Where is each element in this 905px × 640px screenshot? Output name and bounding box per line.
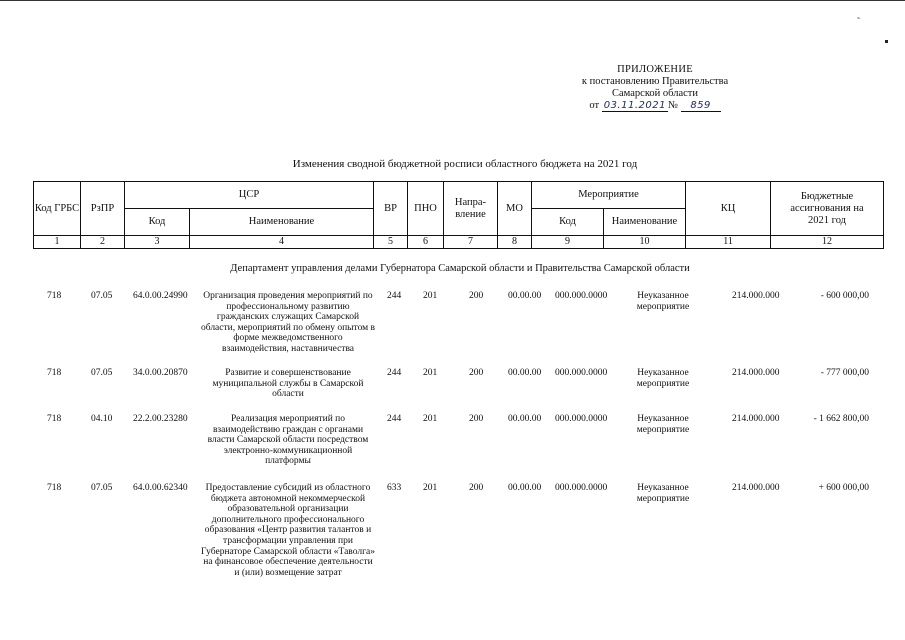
cell-mo: 00.00.00	[508, 368, 542, 378]
top-border-line	[0, 0, 905, 1]
cell-vr: 244	[387, 291, 402, 301]
col-event-header: Мероприятие	[532, 182, 686, 209]
cell-pno: 201	[423, 291, 438, 301]
cell-rzpr: 04.10	[91, 414, 113, 424]
col-num: 8	[498, 236, 532, 249]
cell-csr-code: 34.0.00.20870	[133, 368, 188, 378]
col-grbs-header: Код ГРБС	[34, 182, 81, 236]
col-num: 9	[532, 236, 604, 249]
cell-event-code: 000.000.0000	[555, 291, 608, 301]
cell-vr: 244	[387, 368, 402, 378]
col-pno-header: ПНО	[408, 182, 444, 236]
header-table	[33, 181, 884, 249]
col-num: 1	[34, 236, 81, 249]
col-num: 3	[125, 236, 190, 249]
cell-grbs: 718	[47, 414, 62, 424]
col-rzpr-header: РзПР	[81, 182, 125, 236]
col-budget-header: Бюджетные ассигнования на 2021 год	[771, 182, 884, 236]
appendix-line2: к постановлению Правительства	[581, 76, 729, 87]
cell-pno: 201	[423, 368, 438, 378]
cell-rzpr: 07.05	[91, 483, 113, 493]
col-kc-header: КЦ	[686, 182, 771, 236]
appendix-block	[560, 64, 750, 112]
cell-mo: 00.00.00	[508, 291, 542, 301]
col-num: 2	[81, 236, 125, 249]
col-num: 6	[408, 236, 444, 249]
cell-grbs: 718	[47, 483, 62, 493]
cell-csr-name: Предоставление субсидий из областного бюджета автономной некоммерческой образовательной организации дополнительного профессионального образования «Центр развития талантов и трансформации управления при Губернаторе Самарской области «Таволга» на финансовое обеспечение деятельности и (или) возмещение затрат	[201, 483, 375, 578]
cell-amount: + 600 000,00	[818, 483, 869, 493]
handwritten-date: 03.11.2021	[603, 100, 666, 111]
col-num: 12	[771, 236, 884, 249]
cell-grbs: 718	[47, 368, 62, 378]
cell-csr-name: Реализация мероприятий по взаимодействию граждан с органами власти Самарской области посредством электронно-коммуникационной платформы	[207, 414, 369, 467]
col-direction-header: Напра-вление	[444, 182, 498, 236]
cell-csr-name: Организация проведения мероприятий по профессиональному развитию гражданских служащих Самарской области, мероприятий по обмену опытом в форме межведомственного взаимодействия, наставничества	[200, 291, 376, 354]
cell-amount: - 1 662 800,00	[813, 414, 869, 424]
cell-csr-code: 22.2.00.23280	[133, 414, 188, 424]
cell-mo: 00.00.00	[508, 483, 542, 493]
cell-event-name: Неуказанное мероприятие	[636, 291, 690, 312]
cell-vr: 244	[387, 414, 402, 424]
appendix-line3: Самарской области	[612, 88, 698, 99]
handwritten-number: 859	[681, 100, 721, 112]
cell-csr-name: Развитие и совершенствование муниципальной службы в Самарской области	[212, 368, 364, 400]
cell-vr: 633	[387, 483, 402, 493]
cell-amount: - 777 000,00	[820, 368, 869, 378]
col-num: 7	[444, 236, 498, 249]
cell-kc: 214.000.000	[732, 291, 780, 301]
cell-mo: 00.00.00	[508, 414, 542, 424]
cell-event-code: 000.000.0000	[555, 368, 608, 378]
cell-rzpr: 07.05	[91, 368, 113, 378]
cell-kc: 214.000.000	[732, 368, 780, 378]
cell-event-name: Неуказанное мероприятие	[636, 368, 690, 389]
cell-rzpr: 07.05	[91, 291, 113, 301]
col-csr-code-header: Код	[125, 209, 190, 236]
cell-csr-code: 64.0.00.24990	[133, 291, 188, 301]
cell-kc: 214.000.000	[732, 414, 780, 424]
appendix-date-line	[560, 100, 750, 112]
date-prefix: от	[589, 100, 600, 111]
col-num: 4	[190, 236, 374, 249]
cell-kc: 214.000.000	[732, 483, 780, 493]
col-event-code-header: Код	[532, 209, 604, 236]
cell-event-name: Неуказанное мероприятие	[636, 414, 690, 435]
document-title: Изменения сводной бюджетной росписи областного бюджета на 2021 год	[292, 158, 638, 170]
cell-event-name: Неуказанное мероприятие	[636, 483, 690, 504]
cell-direction: 200	[469, 414, 484, 424]
cell-grbs: 718	[47, 291, 62, 301]
number-prefix: №	[667, 100, 678, 111]
appendix-title: ПРИЛОЖЕНИЕ	[617, 64, 693, 75]
cell-pno: 201	[423, 483, 438, 493]
col-num: 10	[604, 236, 686, 249]
col-csr-header: ЦСР	[125, 182, 374, 209]
cell-pno: 201	[423, 414, 438, 424]
cell-event-code: 000.000.0000	[555, 414, 608, 424]
department-heading: Департамент управления делами Губернатора Самарской области и Правительства Самарской области	[230, 263, 690, 274]
scan-dot	[885, 40, 888, 43]
col-vr-header: ВР	[374, 182, 408, 236]
cell-amount: - 600 000,00	[820, 291, 869, 301]
col-csr-name-header: Наименование	[190, 209, 374, 236]
col-event-name-header: Наименование	[604, 209, 686, 236]
col-num: 5	[374, 236, 408, 249]
cell-csr-code: 64.0.00.62340	[133, 483, 188, 493]
scan-mark: ˜	[857, 16, 860, 26]
col-num: 11	[686, 236, 771, 249]
cell-direction: 200	[469, 368, 484, 378]
col-mo-header: МО	[498, 182, 532, 236]
cell-direction: 200	[469, 291, 484, 301]
cell-event-code: 000.000.0000	[555, 483, 608, 493]
cell-direction: 200	[469, 483, 484, 493]
